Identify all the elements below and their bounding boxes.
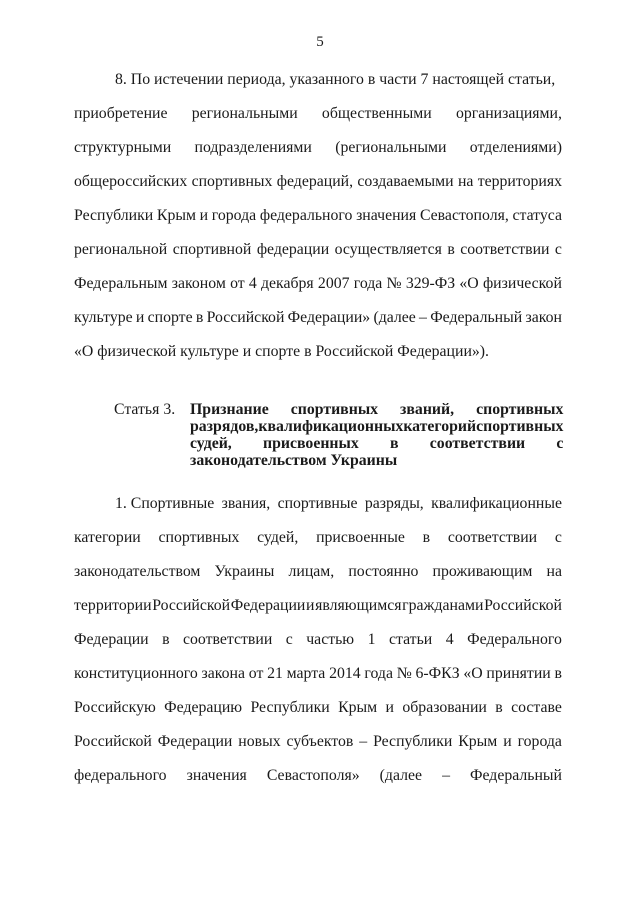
word: в [554, 665, 562, 682]
word: в [422, 529, 431, 546]
word: Федеральным [74, 275, 168, 292]
word: 6-ФКЗ [415, 665, 460, 682]
word: лицам, [288, 563, 335, 580]
word: закона [201, 665, 246, 682]
word: Крым [156, 207, 196, 224]
word: и [306, 597, 315, 614]
word: «О [459, 275, 479, 292]
word: спортивной [172, 241, 252, 258]
word: в [162, 631, 170, 648]
word: марта [286, 665, 326, 682]
word: судей, [190, 435, 232, 452]
word: территории [74, 597, 152, 614]
word: значения [186, 767, 247, 784]
word: закон [525, 309, 562, 326]
word: города [211, 207, 257, 224]
word: от [230, 275, 245, 292]
word: 329-ФЗ [405, 275, 456, 292]
word: (далее [379, 767, 423, 784]
text-line [74, 273, 562, 307]
text-line [74, 595, 562, 629]
word: званий, [400, 401, 455, 418]
word: года [353, 275, 383, 292]
word: Российской [484, 597, 562, 614]
word: создаваемыми [357, 173, 454, 190]
word: соответствии [447, 529, 538, 546]
text-line [74, 171, 562, 205]
text-line [74, 239, 562, 273]
word: Республики [373, 733, 453, 750]
word: 8. По истечении периода, указанного в части 7 настоящей статьи, [115, 71, 556, 88]
text-line [74, 527, 562, 561]
word: федерального [259, 207, 353, 224]
word: физической [482, 275, 562, 292]
word: Севастополя, [419, 207, 509, 224]
word: Федерального [467, 631, 562, 648]
word: соответствии [460, 241, 550, 258]
word: соответствии [429, 435, 526, 452]
word: 1. Спортивные [115, 495, 215, 512]
word: категорий [403, 418, 477, 435]
word: принятии [486, 665, 551, 682]
text-line [190, 435, 563, 452]
word: Российской [206, 309, 285, 326]
word: «О [463, 665, 483, 682]
word: Федерации [230, 597, 306, 614]
word: Российскую [74, 699, 156, 716]
word: новых [238, 733, 281, 750]
word: законодательством Украины [190, 452, 398, 469]
word: Федерации [157, 733, 233, 750]
word: – [419, 309, 427, 326]
word: с [285, 631, 293, 648]
word: общероссийских [74, 173, 188, 190]
word: Федерации [74, 631, 149, 648]
word: с [556, 435, 564, 452]
article-title [190, 401, 563, 469]
word: спортивных [476, 418, 564, 435]
word: и [503, 733, 512, 750]
word: от [248, 665, 264, 682]
word: постоянно [348, 563, 419, 580]
text-line [74, 629, 562, 663]
word: разрядов, [190, 418, 259, 435]
text-line [74, 493, 562, 527]
word: (далее [373, 309, 416, 326]
word: звания, [221, 495, 271, 512]
word: 2014 [329, 665, 361, 682]
word: частью [306, 631, 355, 648]
word: 21 [267, 665, 283, 682]
word: на [546, 563, 562, 580]
word: федераций, [276, 173, 354, 190]
text-line [74, 69, 562, 103]
word: Федерации» [287, 309, 371, 326]
word: Севастополя» [266, 767, 360, 784]
word: спортивных [158, 529, 240, 546]
word: Российской [74, 733, 152, 750]
word: Российской [152, 597, 231, 614]
word: общественными [321, 105, 432, 122]
word: региональной [74, 241, 168, 258]
word: в [390, 435, 399, 452]
word: № [396, 665, 412, 682]
text-line [74, 103, 562, 137]
word: субъектов [286, 733, 354, 750]
word: и [199, 207, 209, 224]
text-line [190, 452, 563, 469]
word: 4 [248, 275, 257, 292]
text-line [74, 137, 562, 171]
paragraph-1 [74, 493, 562, 799]
page-number: 5 [316, 34, 324, 50]
word: законом [171, 275, 226, 292]
word: федерального [74, 767, 167, 784]
text-line [190, 401, 563, 418]
word: города [517, 733, 562, 750]
text-line [74, 307, 562, 341]
word: региональными [191, 105, 298, 122]
word: разряды, [364, 495, 424, 512]
word: в [195, 309, 204, 326]
word: декабря [261, 275, 314, 292]
word: являющимся [315, 597, 402, 614]
word: квалификационных [258, 418, 404, 435]
article-label: Статья 3. [114, 401, 176, 418]
word: на [457, 173, 474, 190]
word: организациями, [455, 105, 562, 122]
word: статуса [512, 207, 562, 224]
word: категории [74, 529, 141, 546]
word: Крым [338, 699, 378, 716]
word: – [442, 767, 450, 784]
word: № [386, 275, 402, 292]
word: спортивных [191, 173, 273, 190]
word: соответствии [183, 631, 273, 648]
word: 1 [367, 631, 376, 648]
word: спортивных [476, 401, 564, 418]
text-line [74, 731, 562, 765]
word: с [554, 241, 562, 258]
word: «О физической культуре и спорте в Российской Федерации»). [74, 343, 490, 360]
word: Крым [458, 733, 498, 750]
word: 2007 [317, 275, 350, 292]
word: приобретение [74, 105, 168, 122]
text-line [74, 205, 562, 239]
word: спортивных [290, 401, 379, 418]
article-3-heading [114, 401, 562, 469]
word: (региональными [335, 139, 447, 156]
word: Украины [214, 563, 275, 580]
word: присвоенные [316, 529, 405, 546]
word: образовании [402, 699, 487, 716]
text-line [74, 765, 562, 799]
word: спортивные [277, 495, 358, 512]
word: года [364, 665, 393, 682]
word: в [447, 241, 455, 258]
word: и [135, 309, 145, 326]
word: – [359, 733, 368, 750]
paragraph-8 [74, 69, 562, 375]
word: значения [356, 207, 417, 224]
word: проживающим [432, 563, 533, 580]
word: квалификационные [431, 495, 562, 512]
word: структурными [74, 139, 172, 156]
word: спорте [147, 309, 193, 326]
word: 4 [445, 631, 454, 648]
word: Федеральный [470, 767, 562, 784]
word: Республики [250, 699, 330, 716]
text-line [74, 341, 562, 375]
word: конституционного [74, 665, 198, 682]
word: Федеральный [430, 309, 523, 326]
word: статьи [388, 631, 433, 648]
word: Федерацию [164, 699, 243, 716]
word: судей, [257, 529, 299, 546]
word: гражданами [402, 597, 484, 614]
word: осуществляется [334, 241, 442, 258]
text-line [74, 561, 562, 595]
word: Признание [190, 401, 269, 418]
word: и [385, 699, 394, 716]
word: с [554, 529, 562, 546]
word: федерации [256, 241, 330, 258]
word: подразделениями [194, 139, 312, 156]
word: отделениями) [469, 139, 562, 156]
word: присвоенных [263, 435, 359, 452]
word: культуре [74, 309, 133, 326]
word: в [495, 699, 503, 716]
word: Республики [74, 207, 154, 224]
text-line [74, 697, 562, 731]
word: территориях [477, 173, 562, 190]
word: законодательством [74, 563, 201, 580]
word: составе [511, 699, 562, 716]
text-line [74, 663, 562, 697]
text-line [190, 418, 563, 435]
